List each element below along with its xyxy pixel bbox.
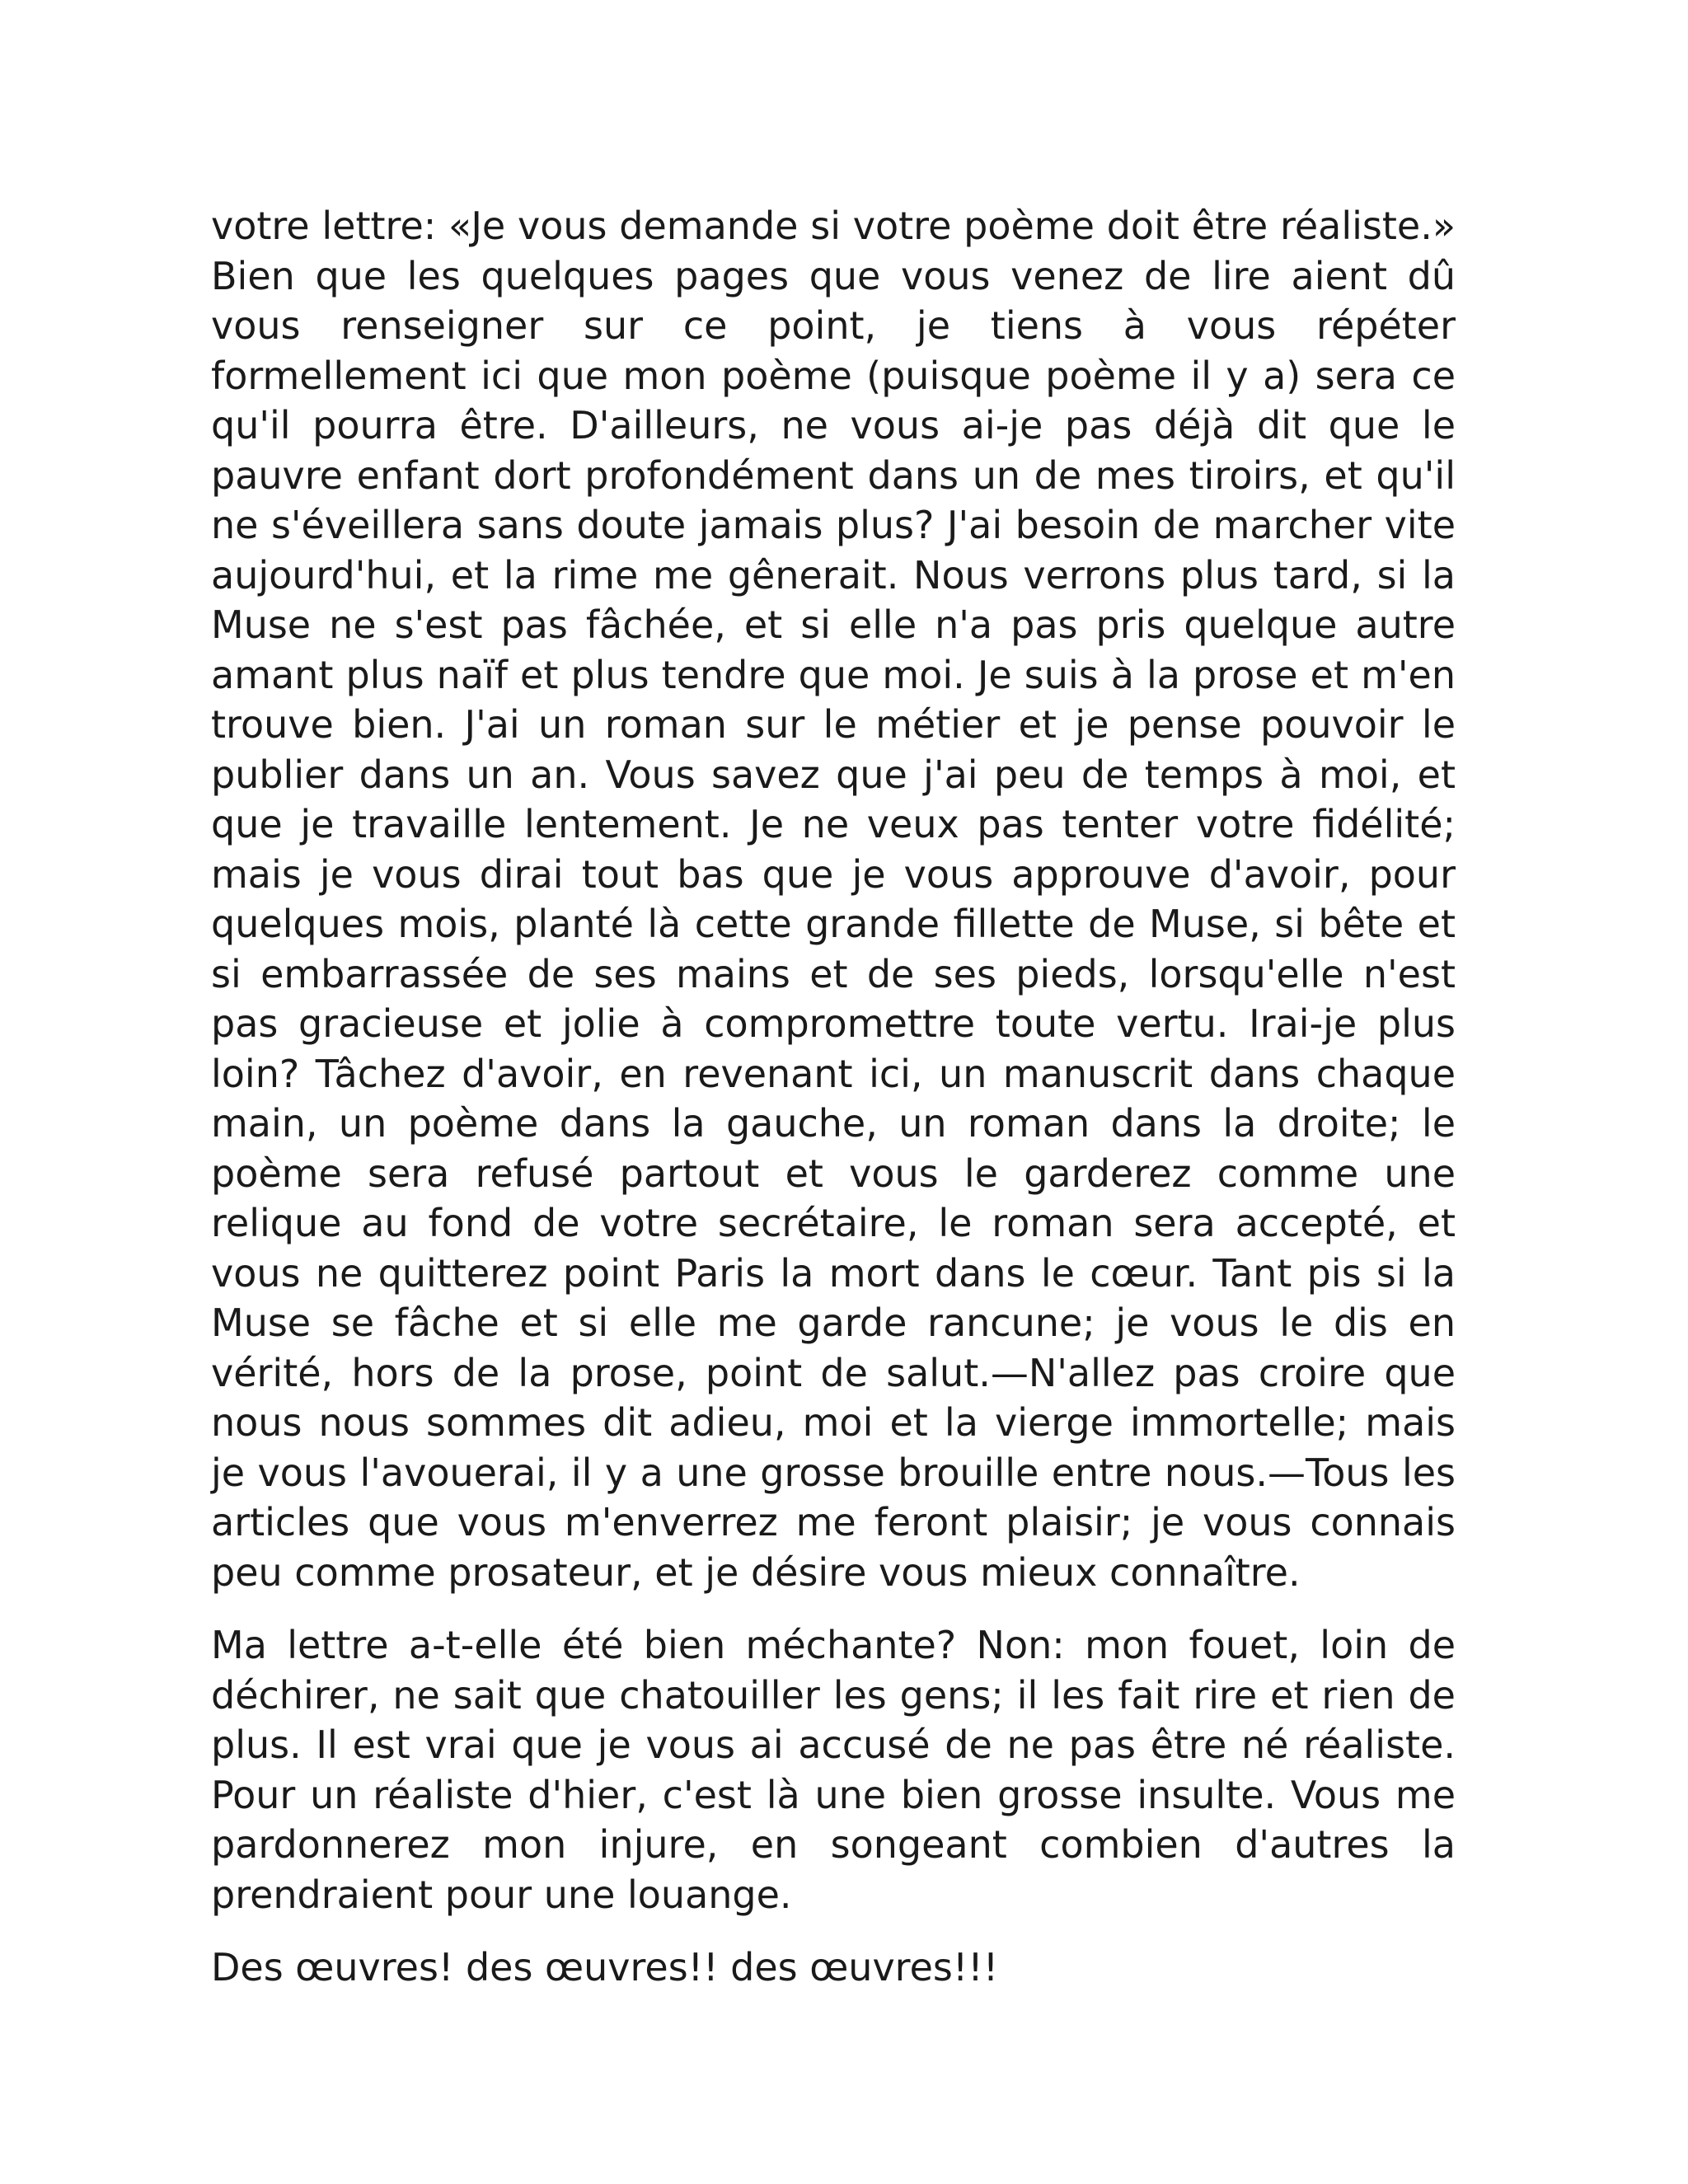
- paragraph-1: votre lettre: «Je vous demande si votre poème doit être réaliste.» Bien que les quelques pages que vous venez de lire aient dû vous renseigner sur ce point, je tiens à vous répéter formellement ici que mon poème (puisque poème il y a) sera ce qu'il pourra être. D'ailleurs, ne vous ai-je pas déjà dit que le pauvre enfant dort profondément dans un de mes tiroirs, et qu'il ne s'éveillera sans doute jamais plus? J'ai besoin de marcher vite aujourd'hui, et la rime me gênerait. Nous verrons plus tard, si la Muse ne s'est pas fâchée, et si elle n'a pas pris quelque autre amant plus naïf et plus tendre que moi. Je suis à la prose et m'en trouve bien. J'ai un roman sur le métier et je pense pouvoir le publier dans un an. Vous savez que j'ai peu de temps à moi, et que je travaille lentement. Je ne veux pas tenter votre fidélité; mais je vous dirai tout bas que je vous approuve d'avoir, pour quelques mois, planté là cette grande fillette de Muse, si bête et si embarrassée de ses mains et de ses pieds, lorsqu'elle n'est pas gracieuse et jolie à compromettre toute vertu. Irai-je plus loin? Tâchez d'avoir, en revenant ici, un manuscrit dans chaque main, un poème dans la gauche, un roman dans la droite; le poème sera refusé partout et vous le garderez comme une relique au fond de votre secrétaire, le roman sera accepté, et vous ne quitterez point Paris la mort dans le cœur. Tant pis si la Muse se fâche et si elle me garde rancune; je vous le dis en vérité, hors de la prose, point de salut.—N'allez pas croire que nous nous sommes dit adieu, moi et la vierge immortelle; mais je vous l'avouerai, il y a une grosse brouille entre nous.—Tous les articles que vous m'enverrez me feront plaisir; je vous connais peu comme prosateur, et je désire vous mieux connaître.: [211, 204, 1456, 1595]
- paragraph-3: Des œuvres! des œuvres!! des œuvres!!!: [211, 1945, 999, 1990]
- paragraph-2: Ma lettre a-t-elle été bien méchante? Non: mon fouet, loin de déchirer, ne sait que chatouiller les gens; il les fait rire et rien de plus. Il est vrai que je vous ai accusé de ne pas être né réaliste. Pour un réaliste d'hier, c'est là une bien grosse insulte. Vous me pardonnerez mon injure, en songeant combien d'autres la prendraient pour une louange.: [211, 1623, 1456, 1917]
- document-page: [211, 201, 1456, 2016]
